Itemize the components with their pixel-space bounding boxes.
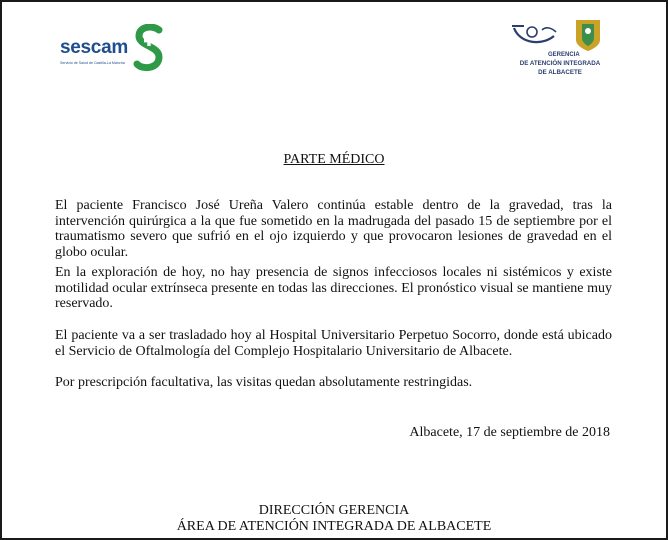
sescam-logo <box>60 24 170 74</box>
gerencia-logo-line3: DE ALBACETE <box>538 68 582 76</box>
paragraph-1: El paciente Francisco José Ureña Valero continúa estable dentro de la gravedad, tras la intervención quirúrgica a la que fue sometido en la madrugada del pasado 15 de septiembre por el traumatismo severo que sufrió en el ojo izquierdo y que provocaron lesiones de gravedad en el globo ocular. <box>55 198 612 260</box>
signature-line-1: DIRECCIÓN GERENCIA <box>258 503 410 518</box>
sescam-s-cross-icon <box>133 24 165 72</box>
paragraph-2: En la exploración de hoy, no hay presencia de signos infecciosos locales ni sistémicos y existe motilidad ocular extrínseca presente en todas las direcciones. El pronóstico visual se mantiene muy reservado. <box>55 265 612 311</box>
gerencia-logo-line2: DE ATENCIÓN INTEGRADA <box>519 60 601 67</box>
document-date: Albacete, 17 de septiembre de 2018 <box>409 425 610 440</box>
albacete-gerencia-emblem-icon <box>510 16 602 52</box>
gerencia-albacete-logo <box>500 16 620 86</box>
paragraph-3: El paciente va a ser trasladado hoy al Hospital Universitario Perpetuo Socorro, donde está ubicado el Servicio de Oftalmología del Complejo Hospitalario Universitario de Albacete. <box>55 328 612 359</box>
gerencia-logo-line1: GERENCIA <box>548 52 580 58</box>
document-title: PARTE MÉDICO <box>283 152 385 167</box>
gerencia-logo-subtitle <box>500 60 620 77</box>
sescam-tagline: Servicio de Salud de Castilla-La Mancha <box>60 61 125 65</box>
signature-line-2: ÁREA DE ATENCIÓN INTEGRADA DE ALBACETE <box>176 519 492 534</box>
paragraph-4: Por prescripción facultativa, las visitas quedan absolutamente restringidas. <box>55 375 473 390</box>
sescam-wordmark: sescam <box>60 37 128 58</box>
